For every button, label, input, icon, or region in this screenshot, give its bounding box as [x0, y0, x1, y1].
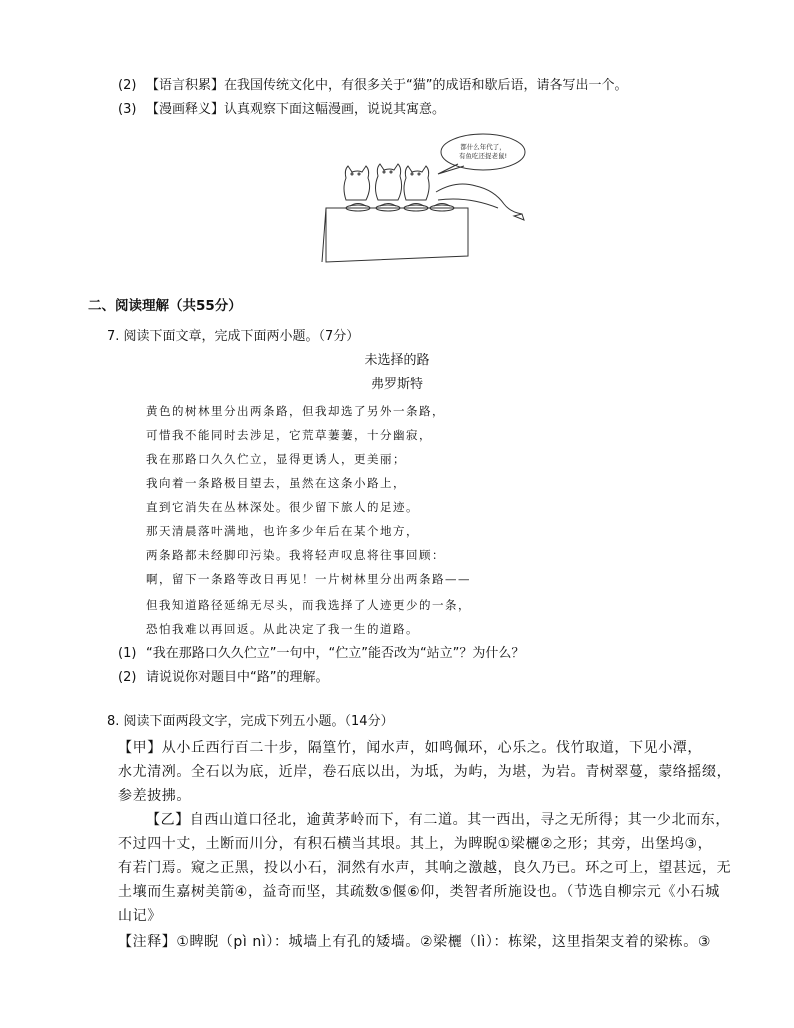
bubble-text-line2: 有鱼吃还捉老鼠!: [458, 152, 508, 160]
annotation-note: 【注释】①睥睨（pì nì）：城墙上有孔的矮墙。②梁欐（lì）：栋梁，这里指架支着的梁栋。③: [118, 934, 712, 950]
poem-title: 未选择的路: [364, 353, 430, 368]
question-7-prompt: 7. 阅读下面文章，完成下面两小题。（7分）: [107, 329, 360, 344]
poem-line: 啊，留下一条路等改日再见！一片树林里分出两条路——: [146, 572, 471, 586]
poem-line: 黄色的树林里分出两条路，但我却选了另外一条路，: [146, 404, 445, 418]
question-number: (2): [118, 670, 137, 685]
passage-line: 【乙】自西山道口径北，逾黄茅岭而下，有二道。其一西出，寻之无所得；其一少北而东，: [146, 812, 730, 828]
poem-line: 但我知道路径延绵无尽头，而我选择了人迹更少的一条，: [146, 598, 471, 612]
question-number: (2): [118, 78, 137, 93]
passage-line: 【甲】从小丘西行百二十步，隔篁竹，闻水声，如鸣佩环，心乐之。伐竹取道，下见小潭，: [118, 740, 702, 756]
question-7-1: [118, 645, 524, 663]
poem-line: 那天清晨落叶满地，也许多少年后在某个地方，: [146, 524, 419, 538]
cats-cartoon-illustration: [318, 130, 538, 265]
passage-line: 有若门焉。窥之正黑，投以小石，洞然有水声，其响之激越，良久乃已。环之可上，望甚远，无: [118, 860, 732, 876]
question-7-2: [118, 669, 328, 687]
question-text: 【漫画释义】认真观察下面这幅漫画，说说其寓意。: [146, 102, 446, 117]
passage-line: 山记》: [118, 908, 162, 924]
passage-line: 水尤清冽。全石以为底，近岸，卷石底以出，为坻，为屿，为堪，为岩。青树翠蔓，蒙络摇缀，: [118, 764, 732, 780]
poem-line: 直到它消失在丛林深处。很少留下旅人的足迹。: [146, 500, 419, 514]
question-text: “我在那路口久久伫立”一句中，“伫立”能否改为“站立”？为什么？: [146, 646, 525, 661]
poem-line: 我在那路口久久伫立，显得更诱人，更美丽；: [146, 452, 406, 466]
passage-line: 参差披拂。: [118, 788, 191, 804]
passage-line: 不过四十丈，土断而川分，有积石横当其垠。其上，为睥睨①梁欐②之形；其旁，出堡坞③，: [118, 836, 713, 852]
question-number: (1): [118, 646, 137, 661]
question-8-prompt: 8. 阅读下面两段文字，完成下列五小题。（14分）: [107, 714, 394, 729]
question-2: [118, 77, 627, 95]
question-3: [118, 101, 445, 119]
bubble-text-line1: 都什么年代了，: [460, 143, 506, 151]
poem-author: 弗罗斯特: [370, 377, 423, 392]
question-text: 请说说你对题目中“路”的理解。: [146, 670, 329, 685]
question-text: 【语言积累】在我国传统文化中，有很多关于“猫”的成语和歇后语，请各写出一个。: [146, 78, 628, 93]
poem-line: 恐怕我难以再回返。从此决定了我一生的道路。: [146, 622, 419, 636]
poem-line: 两条路都未经脚印污染。我将轻声叹息将往事回顾：: [146, 548, 445, 562]
question-number: (3): [118, 102, 137, 117]
passage-line: 土壤而生嘉树美箭④，益奇而坚，其疏数⑤偃⑥仰，类智者所施设也。（节选自柳宗元《小石城: [118, 884, 720, 900]
poem-line: 可惜我不能同时去涉足，它荒草萋萋，十分幽寂，: [146, 428, 432, 442]
section-heading: 二、阅读理解（共55分）: [88, 298, 242, 314]
poem-line: 我向着一条路极目望去，虽然在这条小路上，: [146, 476, 406, 490]
